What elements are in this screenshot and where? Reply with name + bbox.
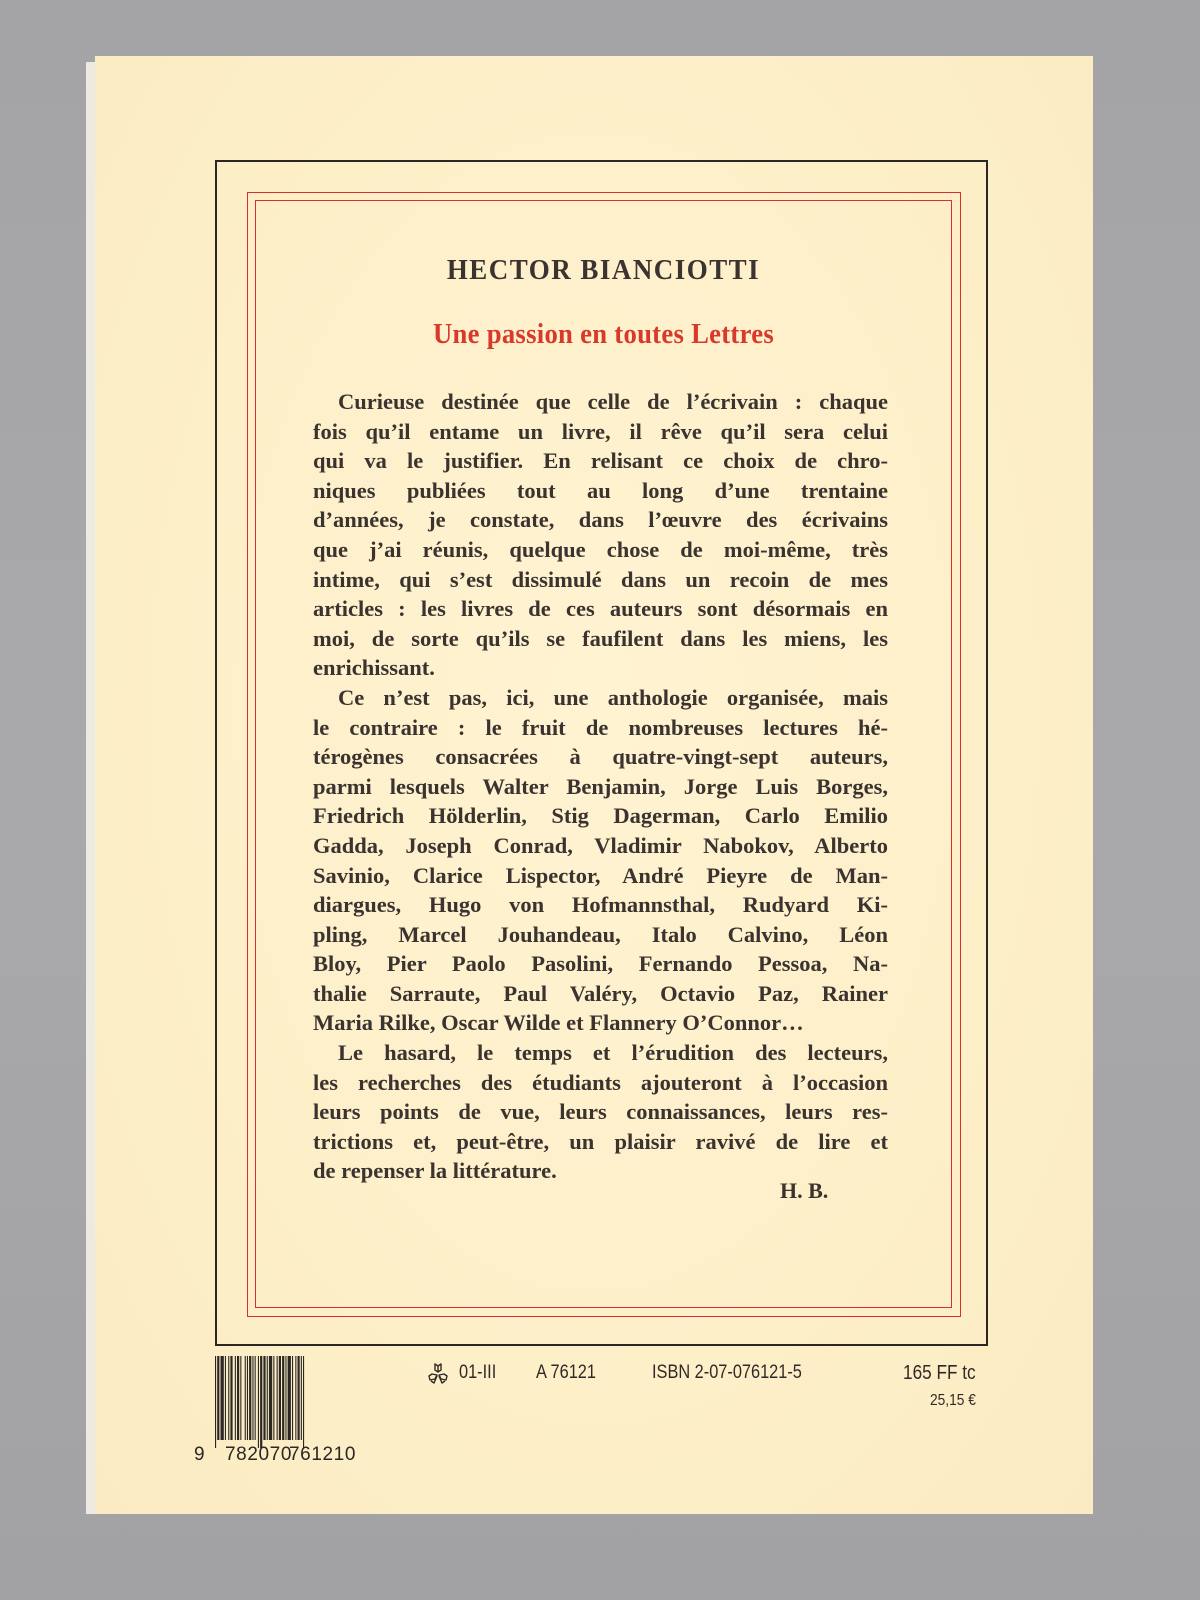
blurb-line: Friedrich Hölderlin, Stig Dagerman, Carlo Emilio (313, 803, 888, 829)
barcode-bar (217, 1356, 219, 1440)
blurb-line: Maria Rilke, Oscar Wilde et Flannery O’Connor… (313, 1010, 804, 1036)
blurb-line: d’années, je constate, dans l’œuvre des écrivains (313, 507, 888, 533)
barcode-bar (228, 1356, 229, 1440)
barcode-bar (277, 1356, 278, 1440)
barcode-bar (247, 1356, 248, 1440)
barcode-bar (263, 1356, 265, 1440)
blurb-line: leurs points de vue, leurs connaissances, leurs res- (313, 1099, 888, 1125)
book-title: Une passion en toutes Lettres (432, 318, 775, 350)
barcode-left-digits: 782070 (225, 1444, 293, 1465)
price-euros: 25,15 € (930, 1392, 976, 1409)
blurb-line: intime, qui s’est dissimulé dans un recoin de mes (313, 566, 888, 592)
blurb-line: Ce n’est pas, ici, une anthologie organisée, mais (338, 684, 888, 710)
blurb-line: les recherches des étudiants ajouteront à l’occasion (313, 1069, 888, 1095)
barcode-bar (269, 1356, 272, 1440)
barcode-bar (225, 1356, 226, 1440)
barcode-bar (298, 1356, 300, 1440)
barcode-bar (252, 1356, 253, 1440)
barcode-bar (235, 1356, 236, 1440)
blurb-line: térogènes consacrées à quatre-vingt-sept auteurs, (313, 744, 888, 770)
blurb-line: parmi lesquels Walter Benjamin, Jorge Luis Borges, (313, 773, 888, 799)
isbn-barcode (213, 1356, 349, 1456)
barcode-bar (221, 1356, 224, 1440)
barcode-bar (245, 1356, 246, 1440)
blurb-line: Le hasard, le temps et l’érudition des lecteurs, (338, 1040, 888, 1066)
barcode-bar (282, 1356, 284, 1440)
blurb-line: diargues, Hugo von Hofmannsthal, Rudyard Ki- (313, 892, 888, 918)
barcode-bar (230, 1356, 232, 1440)
article-number: A 76121 (536, 1362, 596, 1383)
barcode-bar (260, 1356, 262, 1448)
blurb-line: articles : les livres de ces auteurs sont désormais en (313, 596, 888, 622)
barcode-bar (240, 1356, 241, 1440)
barcode-bar (267, 1356, 268, 1440)
blurb-line: le contraire : le fruit de nombreuses lectures hé- (313, 714, 888, 740)
blurb-line: Curieuse destinée que celle de l’écrivain : chaque (338, 389, 888, 414)
barcode-first-digit: 9 (194, 1444, 205, 1465)
blurb-line: fois qu’il entame un livre, il rêve qu’il sera celui (313, 418, 888, 444)
blurb-line: Bloy, Pier Paolo Pasolini, Fernando Pessoa, Na- (313, 951, 888, 977)
barcode-bar (295, 1356, 296, 1440)
barcode-right-digits: 761210 (289, 1444, 357, 1465)
barcode-bar (255, 1356, 256, 1440)
blurb-line: Savinio, Clarice Lispector, André Pieyre de Man- (313, 862, 888, 888)
blurb-line: enrichissant. (313, 655, 435, 681)
barcode-bar (292, 1356, 293, 1440)
barcode-bar (237, 1356, 239, 1440)
barcode-bar (258, 1356, 259, 1448)
barcode-bar (301, 1356, 302, 1440)
barcode-bar (249, 1356, 251, 1440)
collection-code: 01-III (459, 1362, 497, 1383)
blurb-text (313, 387, 888, 1186)
barcode-bar (288, 1356, 291, 1440)
isbn-number: ISBN 2-07-076121-5 (652, 1362, 802, 1383)
blurb-line: Gadda, Joseph Conrad, Vladimir Nabokov, Alberto (313, 832, 888, 858)
barcode-bar (279, 1356, 281, 1440)
blurb-line: thalie Sarraute, Paul Valéry, Octavio Paz, Rainer (313, 980, 888, 1006)
blurb-line: moi, de sorte qu’ils se faufilent dans les miens, les (313, 625, 888, 651)
author-name: HECTOR BIANCIOTTI (446, 254, 761, 286)
price-francs: 165 FF tc (903, 1362, 976, 1384)
barcode-bar (285, 1356, 286, 1440)
blurb-line: niques publiées tout au long d’une trentaine (313, 477, 888, 503)
blurb-line: pling, Marcel Jouhandeau, Italo Calvino, Léon (313, 921, 888, 947)
gallimard-three-books-icon (426, 1362, 450, 1386)
blurb-line: que j’ai réunis, quelque chose de moi-même, très (313, 536, 888, 562)
blurb-line: trictions et, peut-être, un plaisir ravivé de lire et (313, 1128, 888, 1154)
barcode-bar (273, 1356, 274, 1440)
signature-initials: H. B. (780, 1178, 829, 1203)
blurb-line: de repenser la littérature. (313, 1158, 557, 1184)
barcode-bar (215, 1356, 216, 1448)
barcode-bar (303, 1356, 304, 1448)
blurb-line: qui va le justifier. En relisant ce choix de chro- (313, 448, 888, 474)
